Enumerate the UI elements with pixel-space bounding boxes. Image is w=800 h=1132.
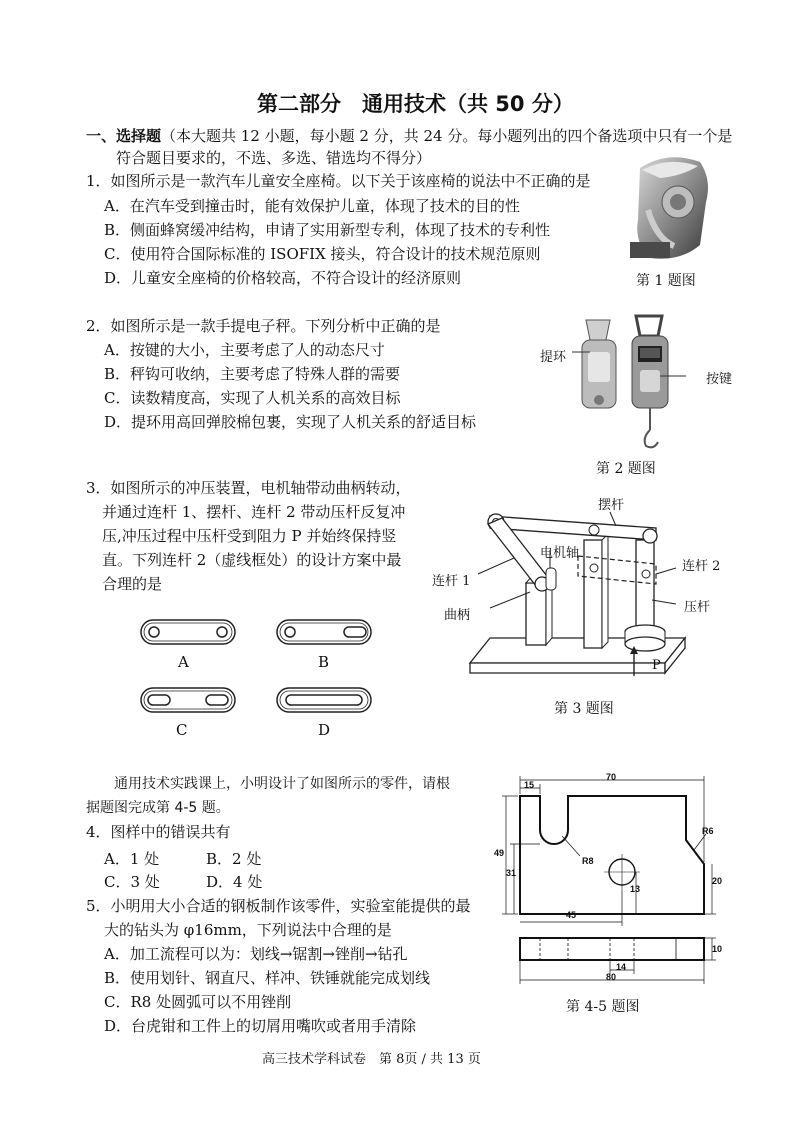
dim-20: 20 [712,876,723,886]
q1-option-c: C．使用符合国际标准的 ISOFIX 接头，符合设计的技术规范原则 [104,245,541,263]
q1-option-b: B．侧面蜂窝缓冲结构，申请了实用新型专利，体现了技术的专利性 [104,221,551,239]
q5-option-a: A．加工流程可以为：划线→锯割→锉削→钻孔 [104,945,408,963]
q2-option-c: C．读数精度高，实现了人机关系的高效目标 [104,389,401,407]
dim-10: 10 [712,944,723,954]
child-seat-image [620,150,715,265]
dim-13: 13 [630,884,641,894]
dim-r8: R8 [582,856,594,866]
link-option-b [276,618,372,646]
q3-stem-line5: 合理的是 [102,575,163,593]
q4-stem: 4．图样中的错误共有 [86,823,231,841]
q3-option-b-label: B [318,653,330,671]
q4-option-c: C．3 处 [104,873,160,891]
q3-option-c-label: C [176,721,188,739]
q3-caption: 第 3 题图 [554,701,614,717]
dim-49: 49 [494,848,505,858]
q2-caption: 第 2 题图 [596,461,656,477]
link-option-a [140,618,236,646]
q5-option-d: D．台虎钳和工件上的切屑用嘴吹或者用手清除 [104,1017,417,1035]
part-engineering-drawing [500,772,725,987]
q3-stem-line1: 3．如图所示的冲压装置，电机轴带动曲柄转动， [86,479,411,497]
q3-label-link1: 连杆 1 [432,574,471,589]
q2-label-key: 按键 [706,372,733,387]
page-footer: 高三技术学科试卷 第 8页 / 共 13 页 [262,1052,481,1067]
q1-stem: 1．如图所示是一款汽车儿童安全座椅。以下关于该座椅的说法中不正确的是 [86,172,591,190]
q2-option-d: D．提环用高回弹胶棉包裹，实现了人机关系的舒适目标 [104,413,477,431]
section-intro-line2: 符合题目要求的，不选、多选、错选均不得分） [116,149,432,167]
dim-80: 80 [606,972,617,982]
q2-stem: 2．如图所示是一款手提电子秤。下列分析中正确的是 [86,317,441,335]
q4-option-b: B．2 处 [206,850,262,868]
q3-stem-line2: 并通过连杆 1、摆杆、连杆 2 带动压杆反复冲 [102,503,406,521]
link-option-d [276,686,372,714]
q3-label-motor: 电机轴 [540,546,580,561]
section-intro [86,126,732,146]
hand-scale-image [570,312,700,452]
press-mechanism-diagram [470,488,695,693]
dim-31: 31 [506,868,517,878]
link-option-c [140,686,236,714]
q3-label-swing: 摆杆 [598,498,625,513]
q5-stem-line1: 5．小明用大小合适的钢板制作该零件，实验室能提供的最 [86,897,471,915]
dim-15: 15 [524,780,535,790]
page-title: 第二部分 通用技术（共 50 分） [257,92,574,116]
q4-option-a: A．1 处 [104,850,160,868]
q3-label-press: 压杆 [684,600,711,615]
dim-14: 14 [616,962,627,972]
q3-stem-line3: 压,冲压过程中压杆受到阻力 P 并始终保持竖 [102,527,397,545]
q2-label-ring: 提环 [540,350,567,365]
q1-caption: 第 1 题图 [636,273,696,289]
q1-option-d: D．儿童安全座椅的价格较高，不符合设计的经济原则 [104,269,462,287]
q5-option-c: C．R8 处圆弧可以不用锉削 [104,993,292,1011]
q4-option-d: D．4 处 [206,873,263,891]
q3-label-force: P [652,658,661,673]
dim-70: 70 [606,772,617,782]
q3-option-d-label: D [318,721,331,739]
q3-label-crank: 曲柄 [444,608,471,623]
q45-intro-line2: 据题图完成第 4-5 题。 [86,800,230,816]
dim-45: 45 [566,910,577,920]
section-heading: 一、选择题 [86,127,162,145]
q3-option-a-label: A [178,653,189,671]
q5-stem-line2: 大的钻头为 φ16mm，下列说法中合理的是 [104,921,392,939]
q2-option-b: B．秤钩可收纳，主要考虑了特殊人群的需要 [104,365,401,383]
q3-stem-line4: 直。下列连杆 2（虚线框处）的设计方案中最 [102,551,402,569]
q3-label-link2: 连杆 2 [682,559,721,574]
q5-option-b: B．使用划针、钢直尺、样冲、铁锤就能完成划线 [104,969,431,987]
q1-option-a: A．在汽车受到撞击时，能有效保护儿童，体现了技术的目的性 [104,197,520,215]
section-intro-line1: （本大题共 12 小题，每小题 2 分，共 24 分。每小题列出的四个备选项中只有一个是 [161,127,733,145]
q45-caption: 第 4-5 题图 [566,999,640,1015]
q45-intro-line1: 通用技术实践课上，小明设计了如图所示的零件，请根 [114,776,450,792]
q2-option-a: A．按键的大小，主要考虑了人的动态尺寸 [104,341,385,359]
dim-r6: R6 [702,826,714,836]
